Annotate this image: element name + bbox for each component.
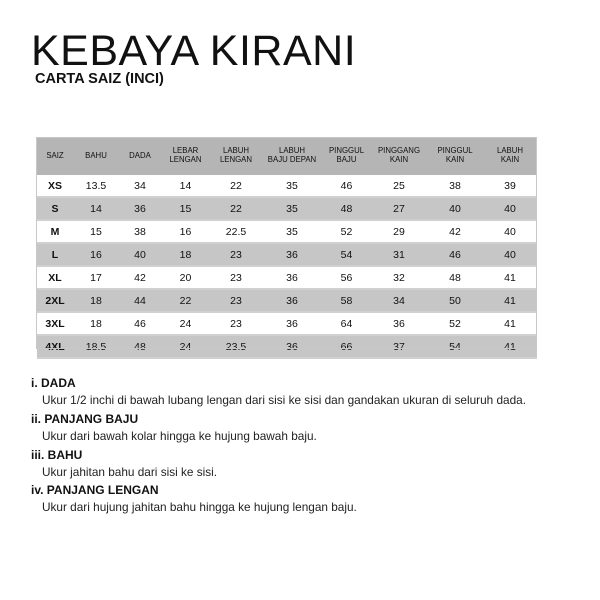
table-row xyxy=(37,312,537,335)
measurement-cell: 29 xyxy=(371,220,427,243)
column-header: LABUH KAIN xyxy=(483,138,537,175)
measurement-cell: 40 xyxy=(483,243,537,266)
note-title: i. DADA xyxy=(31,376,76,390)
measurement-cell: 36 xyxy=(371,312,427,335)
measurement-cell: 58 xyxy=(322,289,371,312)
note-title: iii. BAHU xyxy=(31,447,83,462)
measurement-cell: 40 xyxy=(427,197,483,220)
note-text: Ukur jahitan bahu dari sisi ke sisi. xyxy=(42,464,218,479)
table-row xyxy=(37,335,537,358)
measurement-cell: 22 xyxy=(161,289,210,312)
measurement-cell: 34 xyxy=(119,175,161,198)
measurement-cell: 48 xyxy=(119,335,161,358)
measurement-cell: 23.5 xyxy=(210,335,262,358)
measurement-cell: 14 xyxy=(73,197,119,220)
measurement-cell: 15 xyxy=(161,197,210,220)
measurement-cell: 22 xyxy=(210,197,262,220)
measurement-cell: 35 xyxy=(262,175,322,198)
measurement-cell: 40 xyxy=(483,220,537,243)
measurement-cell: 16 xyxy=(161,220,210,243)
measurement-cell: 35 xyxy=(262,220,322,243)
measurement-cell: 44 xyxy=(119,289,161,312)
column-header: PINGGANG KAIN xyxy=(371,138,427,175)
measurement-cell: 41 xyxy=(483,289,537,312)
measurement-cell: 50 xyxy=(427,289,483,312)
measurement-cell: 23 xyxy=(210,266,262,289)
measurement-cell: 38 xyxy=(427,175,483,198)
size-cell: XS xyxy=(37,175,73,198)
note-text: Ukur dari hujung jahitan bahu hingga ke hujung lengan baju. xyxy=(42,500,357,515)
measurement-cell: 42 xyxy=(427,220,483,243)
measurement-cell: 32 xyxy=(371,266,427,289)
measurement-cell: 24 xyxy=(161,312,210,335)
measurement-cell: 38 xyxy=(119,220,161,243)
column-header: LABUH LENGAN xyxy=(210,138,262,175)
size-chart-table xyxy=(37,138,537,359)
measurement-cell: 36 xyxy=(262,266,322,289)
measurement-cell: 36 xyxy=(262,243,322,266)
size-cell: XL xyxy=(37,266,73,289)
measurement-cell: 24 xyxy=(161,335,210,358)
size-cell: S xyxy=(37,197,73,220)
measurement-cell: 23 xyxy=(210,312,262,335)
measurement-cell: 39 xyxy=(483,175,537,198)
measurement-cell: 37 xyxy=(371,335,427,358)
measurement-cell: 40 xyxy=(483,197,537,220)
note-text: Ukur 1/2 inchi di bawah lubang lengan dari sisi ke sisi dan gandakan ukuran di seluruh dada. xyxy=(42,393,526,407)
measurement-cell: 52 xyxy=(322,220,371,243)
size-cell: L xyxy=(37,243,73,266)
table-header-row xyxy=(37,138,537,175)
size-chart-subtitle: CARTA SAIZ (INCI) xyxy=(35,71,164,87)
measurement-cell: 22.5 xyxy=(210,220,262,243)
measurement-cell: 41 xyxy=(483,312,537,335)
column-header: DADA xyxy=(119,138,161,175)
measurement-cell: 41 xyxy=(483,266,537,289)
table-body xyxy=(37,175,537,359)
note-panjang-baju xyxy=(31,413,591,443)
measurement-cell: 25 xyxy=(371,175,427,198)
measurement-cell: 23 xyxy=(210,289,262,312)
measurement-cell: 56 xyxy=(322,266,371,289)
column-header: SAIZ xyxy=(37,138,73,175)
note-title: iv. PANJANG LENGAN xyxy=(31,483,159,498)
measurement-cell: 41 xyxy=(483,335,537,358)
measurement-cell: 17 xyxy=(73,266,119,289)
note-dada xyxy=(31,377,591,407)
measurement-cell: 22 xyxy=(210,175,262,198)
measurement-cell: 23 xyxy=(210,243,262,266)
measurement-cell: 34 xyxy=(371,289,427,312)
measurement-cell: 18.5 xyxy=(73,335,119,358)
measurement-cell: 27 xyxy=(371,197,427,220)
measurement-cell: 18 xyxy=(161,243,210,266)
note-text: Ukur dari bawah kolar hingga ke hujung bawah baju. xyxy=(42,428,317,443)
measurement-cell: 42 xyxy=(119,266,161,289)
table-row xyxy=(37,197,537,220)
table-row xyxy=(37,266,537,289)
measurement-cell: 36 xyxy=(262,312,322,335)
table-row xyxy=(37,243,537,266)
table-row xyxy=(37,175,537,198)
column-header: LABUH BAJU DEPAN xyxy=(262,138,322,175)
measurement-cell: 13.5 xyxy=(73,175,119,198)
brand-title: KEBAYA KIRANI xyxy=(31,27,357,75)
note-panjang-lengan xyxy=(31,484,591,514)
size-cell: 4XL xyxy=(37,335,73,358)
measurement-cell: 20 xyxy=(161,266,210,289)
measurement-cell: 18 xyxy=(73,312,119,335)
measurement-cell: 18 xyxy=(73,289,119,312)
measurement-cell: 14 xyxy=(161,175,210,198)
size-cell: M xyxy=(37,220,73,243)
measurement-cell: 46 xyxy=(119,312,161,335)
measurement-cell: 48 xyxy=(427,266,483,289)
measurement-cell: 54 xyxy=(427,335,483,358)
table-row xyxy=(37,220,537,243)
measurement-cell: 36 xyxy=(119,197,161,220)
measurement-notes xyxy=(31,377,591,520)
measurement-cell: 66 xyxy=(322,335,371,358)
column-header: PINGGUL BAJU xyxy=(322,138,371,175)
measurement-cell: 54 xyxy=(322,243,371,266)
size-cell: 3XL xyxy=(37,312,73,335)
table-row xyxy=(37,289,537,312)
column-header: BAHU xyxy=(73,138,119,175)
measurement-cell: 36 xyxy=(262,289,322,312)
measurement-cell: 31 xyxy=(371,243,427,266)
measurement-cell: 64 xyxy=(322,312,371,335)
measurement-cell: 46 xyxy=(322,175,371,198)
column-header: PINGGUL KAIN xyxy=(427,138,483,175)
measurement-cell: 15 xyxy=(73,220,119,243)
measurement-cell: 52 xyxy=(427,312,483,335)
note-bahu xyxy=(31,449,591,479)
measurement-cell: 35 xyxy=(262,197,322,220)
measurement-cell: 16 xyxy=(73,243,119,266)
measurement-cell: 40 xyxy=(119,243,161,266)
measurement-cell: 36 xyxy=(262,335,322,358)
note-title: ii. PANJANG BAJU xyxy=(31,411,139,426)
size-cell: 2XL xyxy=(37,289,73,312)
measurement-cell: 48 xyxy=(322,197,371,220)
column-header: LEBAR LENGAN xyxy=(161,138,210,175)
measurement-cell: 46 xyxy=(427,243,483,266)
